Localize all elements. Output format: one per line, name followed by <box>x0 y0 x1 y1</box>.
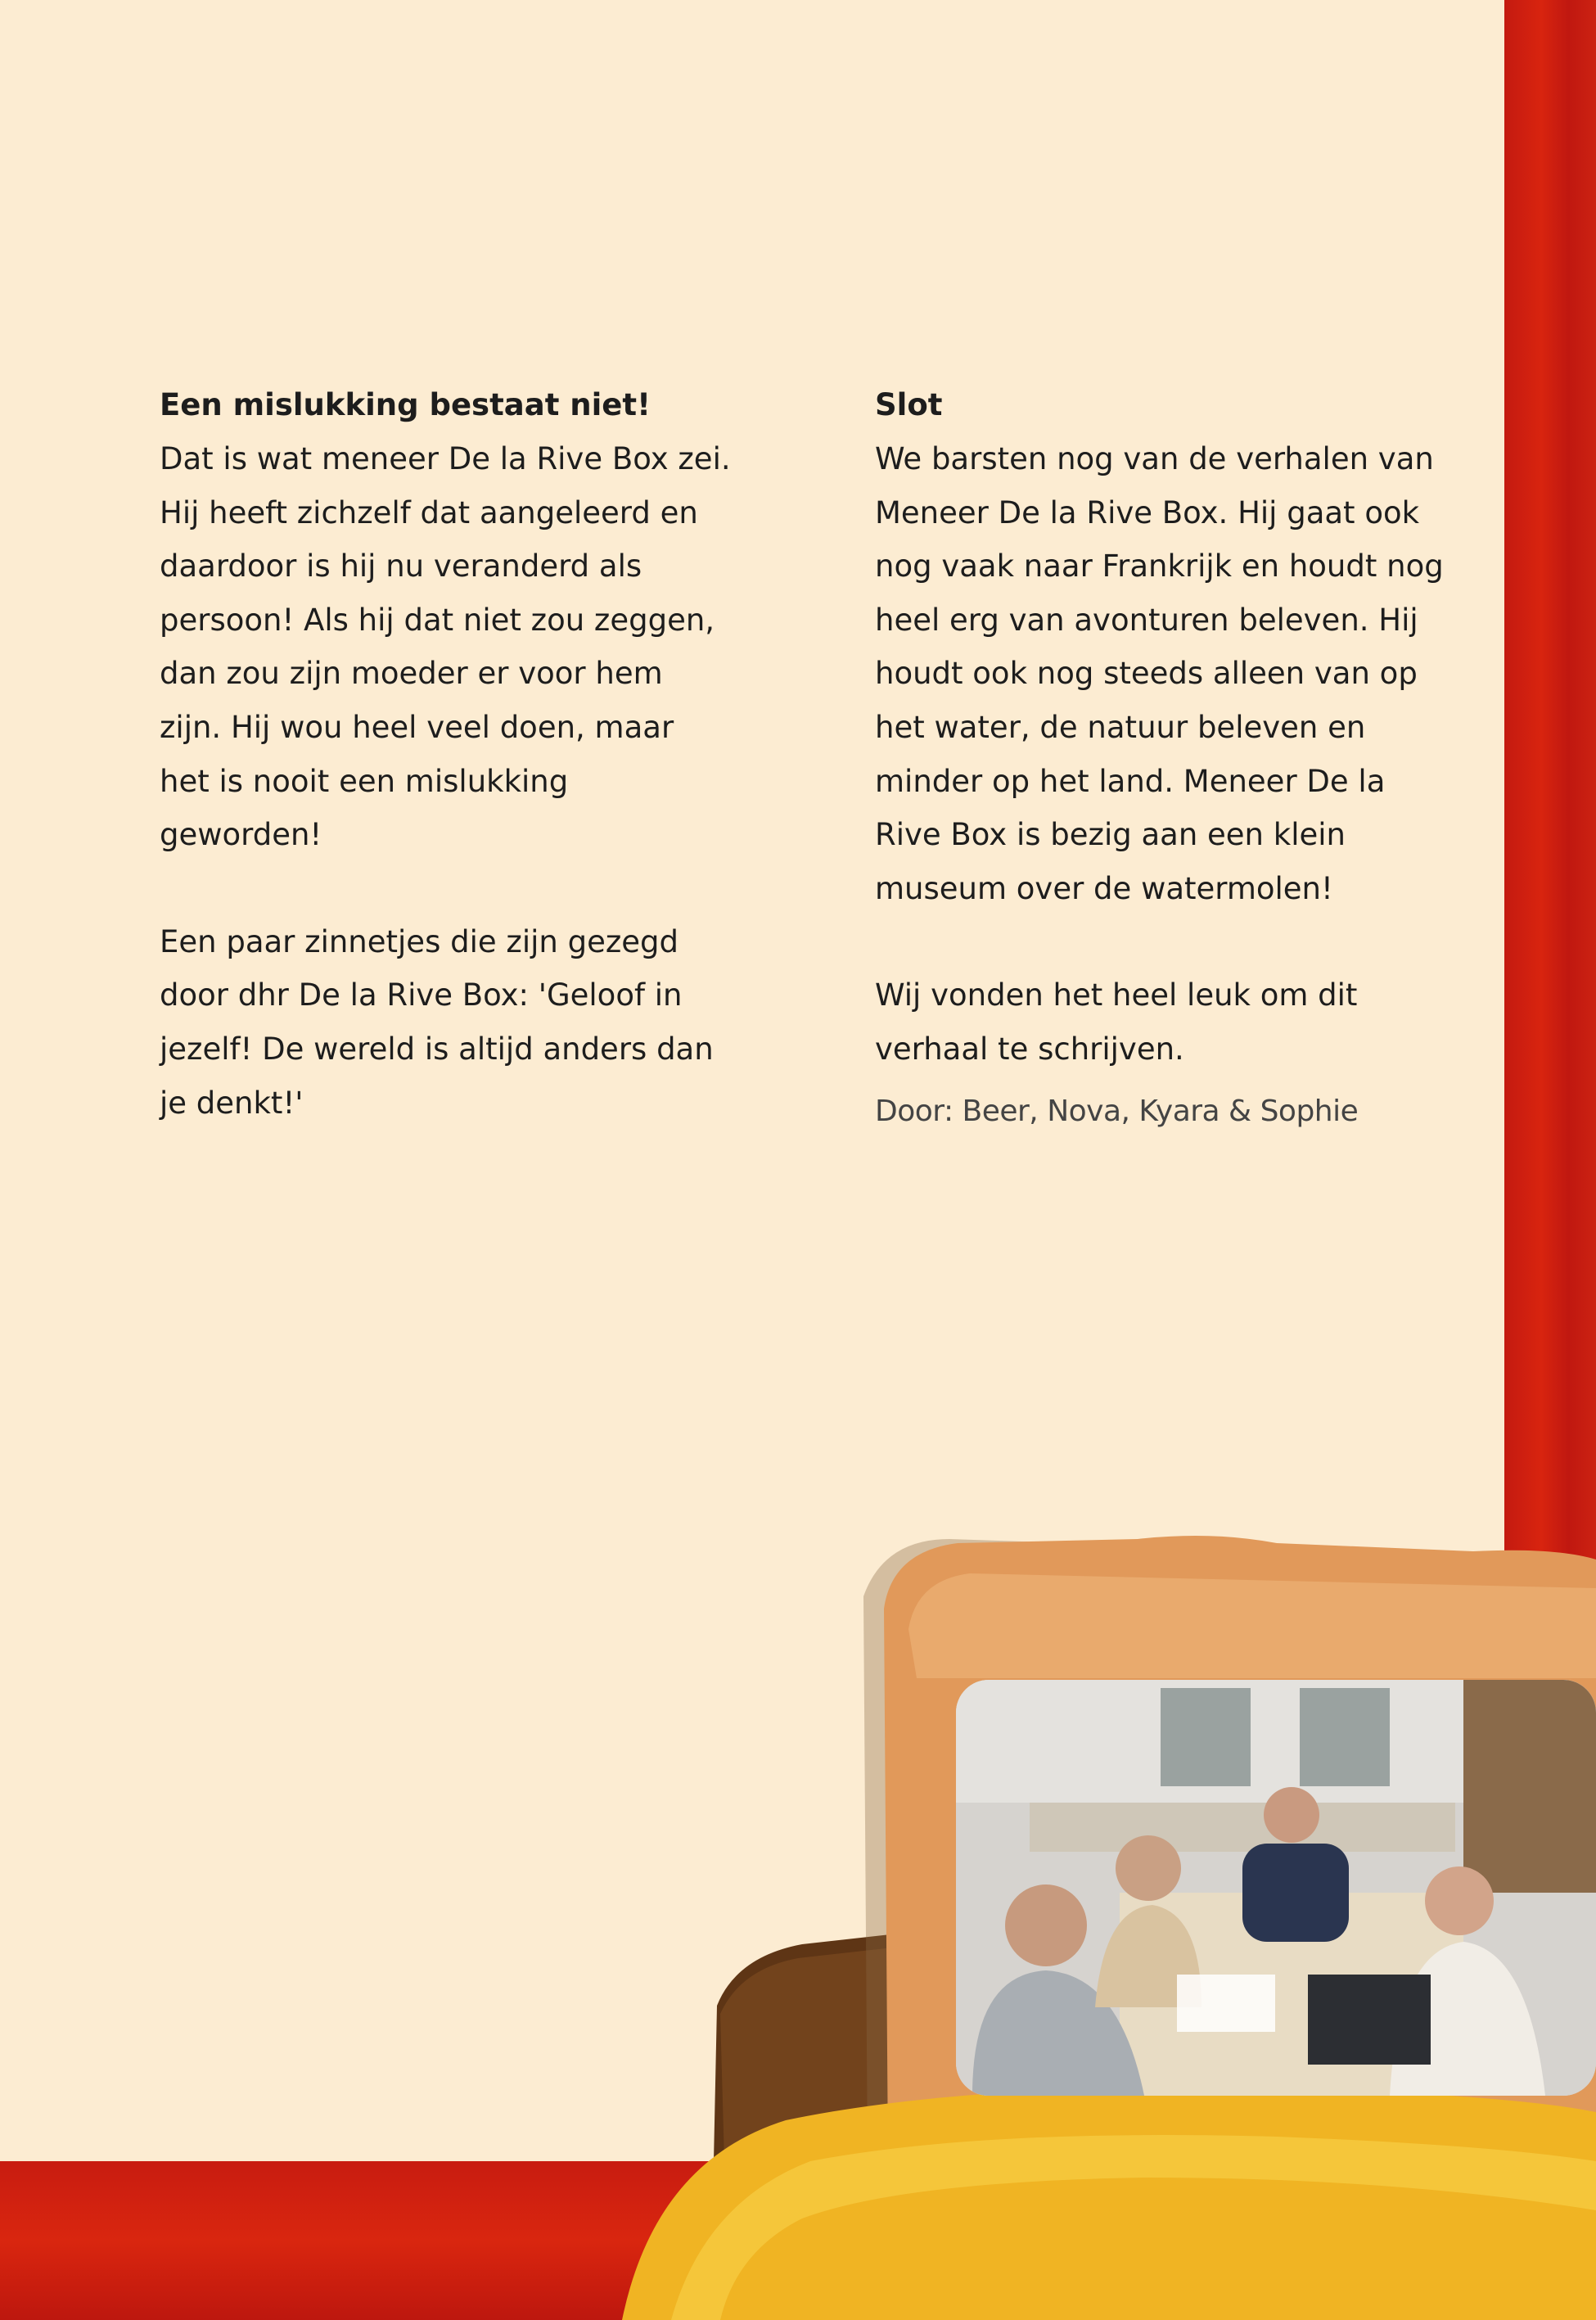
section-heading: Een mislukking bestaat niet! <box>160 387 651 422</box>
classroom-photo <box>956 1680 1596 2096</box>
right-column <box>875 378 1448 1128</box>
author-byline: Door: Beer, Nova, Kyara & Sophie <box>875 1094 1359 1128</box>
section-heading: Slot <box>875 387 943 422</box>
body-paragraph: Dat is wat meneer De la Rive Box zei. Hij heeft zichzelf dat aangeleerd en daardoor is hij nu veranderd als persoon! Als hij dat niet zou zeggen, dan zou zijn moeder er voor hem zijn. Hij wou heel veel doen, maar het is nooit een mislukking geworden! <box>160 441 731 853</box>
quote-paragraph: Een paar zinnetjes die zijn gezegd door dhr De la Rive Box: 'Geloof in jezelf! De wereld is altijd anders dan je denkt!' <box>160 923 714 1121</box>
closing-paragraph: Wij vonden het heel leuk om dit verhaal te schrijven. <box>875 977 1358 1067</box>
body-paragraph: We barsten nog van de verhalen van Meneer De la Rive Box. Hij gaat ook nog vaak naar Frankrijk en houdt nog heel erg van avonturen beleven. Hij houdt ook nog steeds alleen van op het water, de natuur beleven en minder op het land. Meneer De la Rive Box is bezig aan een klein museum over de watermolen! <box>875 441 1444 906</box>
left-column <box>160 378 733 1130</box>
